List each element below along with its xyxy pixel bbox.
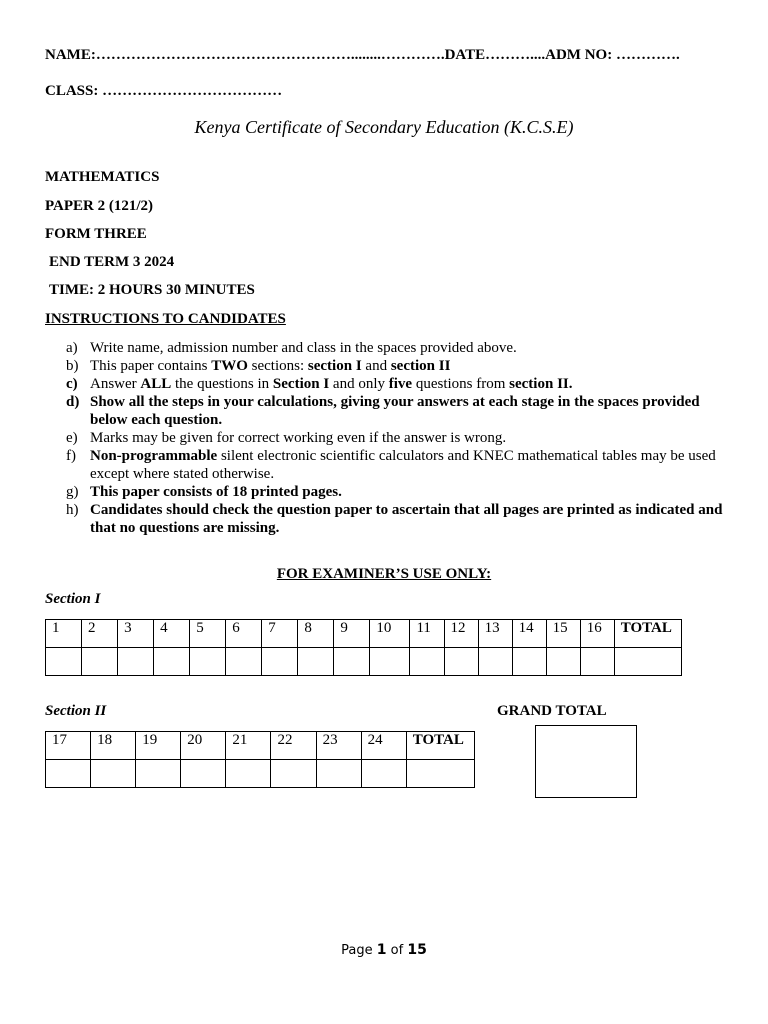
score-entry-cell[interactable] [271,760,316,788]
score-entry-cell[interactable] [478,648,512,676]
subject-heading: MATHEMATICS [45,169,160,185]
question-number-cell: 15 [546,620,580,648]
question-number-cell: 21 [226,732,271,760]
instruction-text [90,501,726,537]
score-entry-cell[interactable] [580,648,614,676]
footer-middle: of [386,943,408,958]
exam-term: END TERM 3 2024 [49,254,175,270]
instruction-text-part: section II [390,358,451,374]
instruction-label: a) [66,340,78,356]
question-number-cell: 14 [512,620,546,648]
name-field[interactable]: ……………………………………………........………… [95,47,441,63]
score-entry-cell[interactable] [262,648,298,676]
name-date-adm-line [45,47,680,64]
question-number-cell: 5 [190,620,226,648]
score-entry-cell[interactable] [226,648,262,676]
total-pages-number: 15 [407,942,427,958]
instruction-text [90,483,726,501]
question-number-cell: 2 [82,620,118,648]
instruction-text [90,393,726,429]
score-entry-cell[interactable] [46,648,82,676]
instruction-item [66,429,726,447]
instruction-text-part: Marks may be given for correct working even if the answer is wrong. [90,430,507,446]
question-number-cell: 8 [298,620,334,648]
instruction-item [66,483,726,501]
instruction-text [90,357,726,375]
name-label: NAME: [45,47,96,63]
question-number-cell: 17 [46,732,91,760]
question-number-cell: 20 [181,732,226,760]
instruction-text-part: and only [329,376,389,392]
instruction-label: h) [66,502,79,518]
question-number-cell: 11 [410,620,444,648]
page-footer [0,942,768,958]
instruction-item [66,339,726,357]
instruction-text-part: This paper consists of 18 printed pages. [90,484,342,500]
score-entry-cell[interactable] [46,760,91,788]
instruction-text-part: silent electronic scientific calculators and KNEC mathematical tables may be used except where stated otherwise. [90,448,716,482]
instruction-text [90,375,726,393]
date-label[interactable]: .DATE……….... [440,47,546,63]
instruction-label: g) [66,484,79,500]
grand-total-label: GRAND TOTAL [497,703,607,719]
instruction-text-part: Non-programmable [90,448,218,464]
question-number-cell: 4 [154,620,190,648]
instruction-text-part: and [361,358,391,374]
question-number-cell: TOTAL [614,620,681,648]
instruction-label: e) [66,430,78,446]
grand-total-box[interactable] [535,725,637,798]
section-two-label: Section II [45,703,107,719]
score-entry-cell[interactable] [444,648,478,676]
adm-no-label[interactable]: ADM NO: …………. [545,47,680,63]
question-number-cell: 6 [226,620,262,648]
score-entry-cell[interactable] [298,648,334,676]
instruction-label: f) [66,448,76,464]
score-entry-cell[interactable] [82,648,118,676]
score-entry-cell[interactable] [370,648,410,676]
question-number-cell: 12 [444,620,478,648]
instruction-text-part: Candidates should check the question paper to ascertain that all pages are printed as indicated and that no questions are missing. [90,502,723,536]
instruction-text [90,429,726,447]
instruction-text-part: questions from [412,376,510,392]
instruction-label: b) [66,358,79,374]
question-number-cell: 9 [334,620,370,648]
instruction-text-part: TWO [211,358,248,374]
instruction-item [66,357,726,375]
footer-prefix: Page [341,943,377,958]
instructions-list [66,339,726,537]
score-entry-cell[interactable] [190,648,226,676]
question-number-cell: 7 [262,620,298,648]
score-entry-cell[interactable] [546,648,580,676]
instruction-text-part: section I [307,358,362,374]
score-entry-cell[interactable] [410,648,444,676]
score-entry-cell[interactable] [334,648,370,676]
instruction-text [90,447,726,483]
score-entry-cell[interactable] [154,648,190,676]
instruction-text-part: the questions in [171,376,273,392]
section-two-score-table [45,731,475,788]
instruction-text-part: five [388,376,413,392]
score-entry-cell[interactable] [316,760,361,788]
score-entry-cell[interactable] [91,760,136,788]
score-entry-cell[interactable] [406,760,474,788]
section-one-label: Section I [45,591,101,607]
score-entry-cell[interactable] [118,648,154,676]
examiner-use-heading: FOR EXAMINER’S USE ONLY: [276,566,492,582]
question-number-cell: 16 [580,620,614,648]
section-one-score-table [45,619,682,676]
instruction-text-part: Show all the steps in your calculations, giving your answers at each stage in the spaces provided below each question. [90,394,700,428]
instruction-text-part: section II. [509,376,573,392]
exam-time: TIME: 2 HOURS 30 MINUTES [49,282,255,298]
question-number-cell: 23 [316,732,361,760]
question-number-cell: 19 [136,732,181,760]
score-entry-cell[interactable] [181,760,226,788]
question-number-cell: 22 [271,732,316,760]
exam-title: Kenya Certificate of Secondary Education (K.C.S.E) [194,117,574,137]
instruction-text-part: Write name, admission number and class in the spaces provided above. [90,340,517,356]
question-number-cell: 1 [46,620,82,648]
question-number-cell: TOTAL [406,732,474,760]
question-number-cell: 10 [370,620,410,648]
instruction-text-part: This paper contains [90,358,212,374]
question-number-cell: 13 [478,620,512,648]
instruction-text-part: Section I [272,376,330,392]
instructions-heading: INSTRUCTIONS TO CANDIDATES [45,311,286,327]
instruction-text-part: sections: [247,358,308,374]
instruction-label: c) [66,376,78,392]
instruction-text-part: ALL [140,376,172,392]
instruction-item [66,501,726,537]
form-level: FORM THREE [45,226,147,242]
question-number-cell: 24 [361,732,406,760]
instruction-item [66,447,726,483]
score-entry-cell[interactable] [512,648,546,676]
instruction-text [90,339,726,357]
score-entry-cell[interactable] [226,760,271,788]
score-entry-cell[interactable] [361,760,406,788]
current-page-number: 1 [376,942,387,958]
question-number-cell: 18 [91,732,136,760]
instruction-item [66,375,726,393]
instruction-label: d) [66,394,80,410]
class-field[interactable]: CLASS: ……………………………… [45,83,283,99]
score-entry-cell[interactable] [614,648,681,676]
instruction-item [66,393,726,429]
question-number-cell: 3 [118,620,154,648]
paper-code: PAPER 2 (121/2) [45,198,154,214]
instruction-text-part: Answer [90,376,141,392]
score-entry-cell[interactable] [136,760,181,788]
